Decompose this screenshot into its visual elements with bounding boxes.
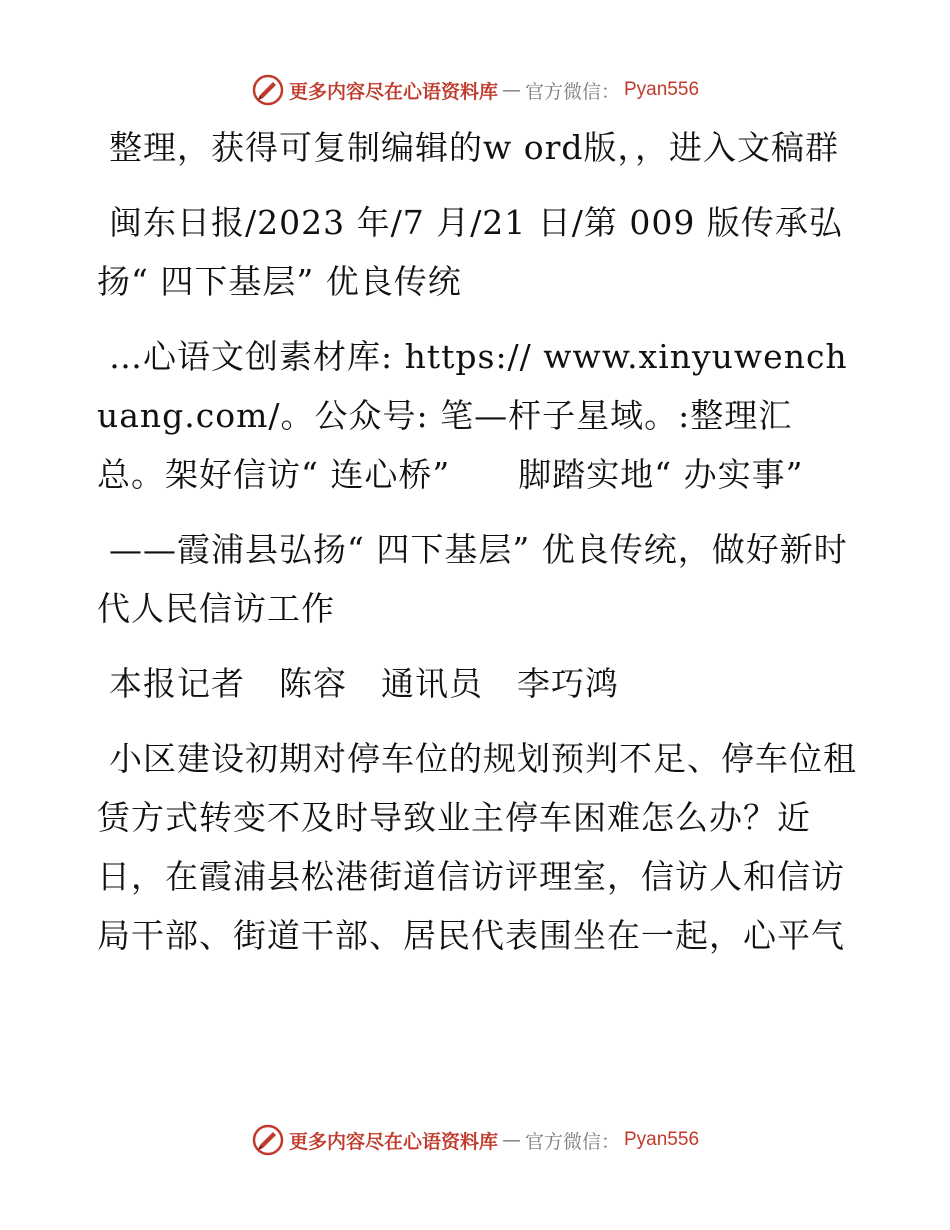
header-wechat-label: 官方微信： [524,80,620,103]
document-body [97,118,857,981]
paragraph-subtitle: ——霞浦县弘扬“ 四下基层” 优良传统，做好新时代人民信访工作 [97,530,848,628]
footer-wechat-label: 官方微信： [524,1130,620,1153]
paragraph-source: 闽东日报/2023 年/7 月/21 日/第 009 版传承弘扬“ 四下基层” 优良传统 [97,203,843,301]
paragraph-promo: …心语文创素材库: https:// www.xinyuwenchuang.com/。公众号: 笔—杆子星域。:整理汇总。架好信访“ 连心桥” 脚踏实地“ 办实事” [97,337,848,494]
header-watermark-banner [0,70,950,110]
header-separator: — [501,79,521,101]
brand-logo-icon [251,1123,285,1157]
header-brand-text: 更多内容尽在心语资料库 [288,80,498,103]
footer-watermark-banner [0,1120,950,1160]
paragraph-intro: 整理，获得可复制编辑的w ord版，，进入文稿群 [109,128,840,167]
brand-logo-icon [251,73,285,107]
paragraph-byline: 本报记者 陈容 通讯员 李巧鸿 [109,664,619,703]
footer-wechat-id: Pyan556 [624,1129,700,1150]
header-wechat-id: Pyan556 [624,79,700,100]
paragraph-body: 小区建设初期对停车位的规划预判不足、停车位租赁方式转变不及时导致业主停车困难怎么办？近日，在霞浦县松港街道信访评理室，信访人和信访局干部、街道干部、居民代表围坐在一起，心平气 [97,739,857,955]
footer-brand-text: 更多内容尽在心语资料库 [288,1130,498,1153]
footer-separator: — [501,1129,521,1151]
